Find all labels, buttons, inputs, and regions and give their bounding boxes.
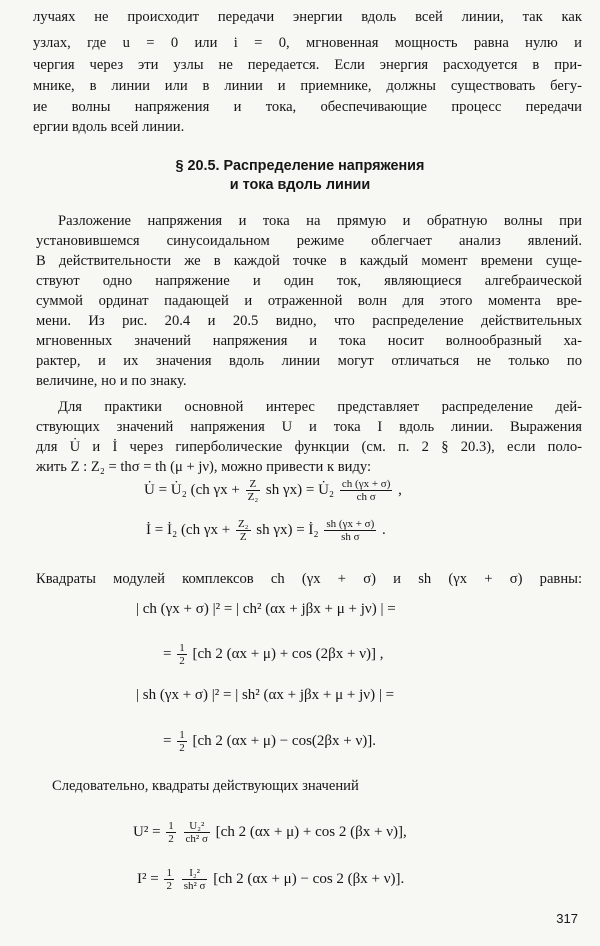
text-line: Следовательно, квадраты действующих значений <box>52 778 359 794</box>
text-line: ергии вдоль всей линии. <box>33 119 185 135</box>
text-line: Разложение напряжения и тока на прямую и обратную волны при <box>58 213 582 229</box>
text-line: установившемся синусоидальном режиме облегчает анализ явлений. <box>36 233 582 249</box>
text-line: лучаях не происходит передачи энергии вдоль всей линии, так как <box>33 9 582 25</box>
text-line: узлах, где u = 0 или i = 0, мгновенная мощность равна нулю и <box>33 35 582 51</box>
equation-i-squared: I² = $\frac{1}{2}$ $\frac{\text{I₂²}}{\text{sh² σ}}$ [ch 2 (αx + μ) − cos 2 (βx + ν)]. <box>137 867 405 892</box>
text-line: мени. Из рис. 20.4 и 20.5 видно, что распределение действительных <box>36 313 582 329</box>
text-line: для U̇ и İ через гиперболические функции (см. п. 2 § 20.3), если поло- <box>36 439 582 455</box>
text-line: чергия через эти узлы не передается. Если энергия расходуется в при- <box>33 57 582 73</box>
text-line: Квадраты модулей комплексов ch (γx + σ) и sh (γx + σ) равны: <box>36 571 582 587</box>
equation-voltage: U̇ = U̇₂ (ch γx + $\frac{Z}{\text{Z₂}}$ sh γx) = U̇₂ $\frac{ch (\gamma x + \sigma)}{\text{ch σ}}$ , <box>144 478 402 503</box>
text-line: ие волны напряжения и тока, обеспечивающие процесс передачи <box>33 99 582 115</box>
text-line: суммой ординат падающей и отраженной волн для этого момента вре- <box>36 293 582 309</box>
text-line: мнике, в линии или в линии и приемнике, должны существовать бегу- <box>33 78 582 94</box>
text-line: ствуют одно напряжение и один ток, являющиеся алгебраической <box>36 273 582 289</box>
text-line: Для практики основной интерес представляет распределение дей- <box>58 399 582 415</box>
equation-current: İ = İ₂ (ch γx + $\frac{\text{Z₂}}{Z}$ sh γx) = İ₂ $\frac{sh (\gamma x + \sigma)}{\text{sh σ}}$ . <box>146 518 386 543</box>
equation-sh-square-result: = $\frac{1}{2}$ [ch 2 (αx + μ) − cos(2βx + ν)]. <box>163 729 377 754</box>
equation-u-squared: U² = $\frac{1}{2}$ $\frac{\text{U₂²}}{\text{ch² σ}}$ [ch 2 (αx + μ) + cos 2 (βx + ν)], <box>133 820 407 845</box>
equation-ch-square-result: = $\frac{1}{2}$ [ch 2 (αx + μ) + cos (2βx + ν)] , <box>163 642 384 667</box>
equation-ch-square: | ch (γx + σ) |² = | ch² (αx + jβx + μ + jν) | = <box>136 601 396 617</box>
text-line: В действительности же в каждой точке в каждый момент времени суще- <box>36 253 582 269</box>
text-line: рактер, и их значения вдоль линии могут отличаться не только по <box>36 353 582 369</box>
text-line: величине, но и по знаку. <box>36 373 187 389</box>
text-line: жить Z : Z₂ = thσ = th (μ + jν), можно привести к виду: <box>36 459 372 475</box>
page-number: 317 <box>556 911 578 926</box>
section-subtitle: и тока вдоль линии <box>229 177 371 193</box>
text-line: ствующих значений напряжения U и тока I вдоль линии. Выражения <box>36 419 582 435</box>
equation-sh-square: | sh (γx + σ) |² = | sh² (αx + jβx + μ + jν) | = <box>136 687 395 703</box>
text-line: мгновенных значений напряжения и тока носит волнообразный ха- <box>36 333 582 349</box>
section-title: § 20.5. Распределение напряжения <box>175 158 425 174</box>
